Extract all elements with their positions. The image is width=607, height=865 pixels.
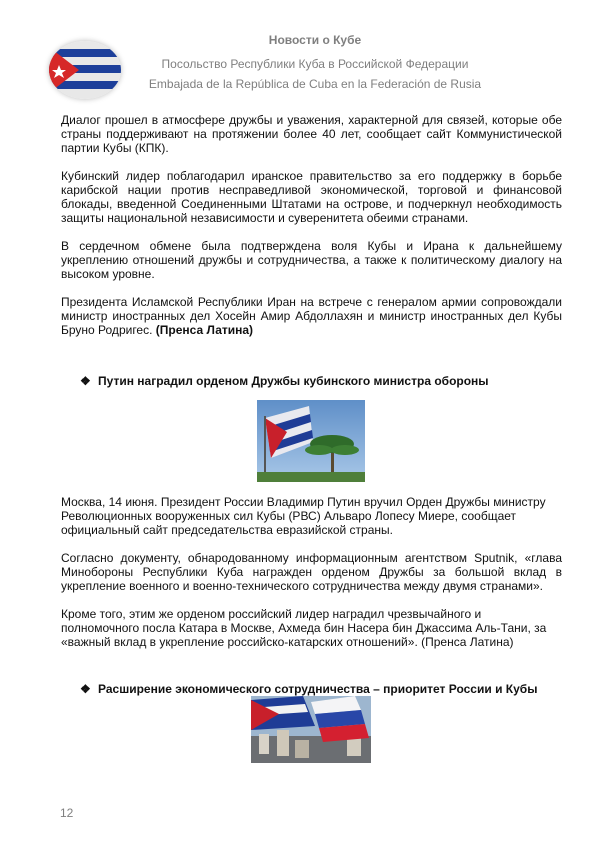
article1-paragraph: Диалог прошел в атмосфере дружбы и уважения, характерной для связей, которые обе страны поддерживают на протяжении более 40 лет, сообщает сайт Коммунистической партии Кубы (КПК). bbox=[61, 113, 562, 155]
header-title: Новости о Кубе bbox=[268, 33, 362, 47]
page-number: 12 bbox=[60, 806, 74, 820]
article1-paragraph: В сердечном обмене была подтверждена воля Кубы и Ирана к дальнейшему укреплению отношений дружбы и сотрудничества, а также к политическому диалогу на высоком уровне. bbox=[61, 239, 562, 281]
cuban-flag-palm-photo bbox=[257, 400, 365, 482]
cuba-flag-logo bbox=[49, 41, 121, 99]
article3-heading bbox=[80, 682, 537, 696]
article2-heading bbox=[80, 374, 489, 388]
header-subtitle-es: Embajada de la República de Cuba en la Federación de Rusia bbox=[148, 77, 482, 91]
article3-title: Расширение экономического сотрудничества – приоритет России и Кубы bbox=[98, 682, 538, 696]
article2-title: Путин наградил орденом Дружбы кубинского министра обороны bbox=[98, 374, 489, 388]
russia-cuba-flags-photo bbox=[251, 696, 371, 763]
page-header bbox=[125, 30, 505, 94]
article2-body bbox=[61, 495, 562, 663]
article2-paragraph: Москва, 14 июня. Президент России Владимир Путин вручил Орден Дружбы министру Революционных вооруженных сил Кубы (РВС) Альваро Лопесу Миере, сообщает официальный сайт председательства евразийской страны. bbox=[61, 495, 546, 537]
article2-paragraph: Согласно документу, обнародованному информационным агентством Sputnik, «глава Минобороны Республики Куба награжден орденом Дружбы за большой вклад в укрепление военного и военно-технического сотрудничества между двумя странами». bbox=[61, 551, 562, 593]
article1-paragraph bbox=[61, 295, 562, 337]
header-subtitle-ru: Посольство Республики Куба в Российской Федерации bbox=[161, 57, 469, 71]
article1-source: (Пренса Латина) bbox=[155, 323, 254, 337]
article1-paragraph-text: Президента Исламской Республики Иран на встрече с генералом армии сопровождали министр иностранных дел Хосейн Амир Абдоллахян и министр иностранных дел Кубы Бруно Родригес. bbox=[61, 295, 562, 337]
diamond-bullet-icon: ❖ bbox=[80, 374, 91, 388]
article1-paragraph: Кубинский лидер поблагодарил иранское правительство за его поддержку в борьбе карибской нации против несправедливой экономической, торговой и финансовой блокады, введенной Соединенными Штатами на острове, и подчеркнул необходимость защиты национальной независимости и суверенитета обеими странами. bbox=[61, 169, 562, 225]
diamond-bullet-icon: ❖ bbox=[80, 682, 91, 696]
article2-paragraph: Кроме того, этим же орденом российский лидер наградил чрезвычайного и полномочного посла Катара в Москве, Ахмеда бин Насера бин Джассима Аль-Тани, за «важный вклад в укрепление российско-катарских отношений». (Пренса Латина) bbox=[61, 607, 547, 649]
article1-body bbox=[61, 113, 562, 351]
